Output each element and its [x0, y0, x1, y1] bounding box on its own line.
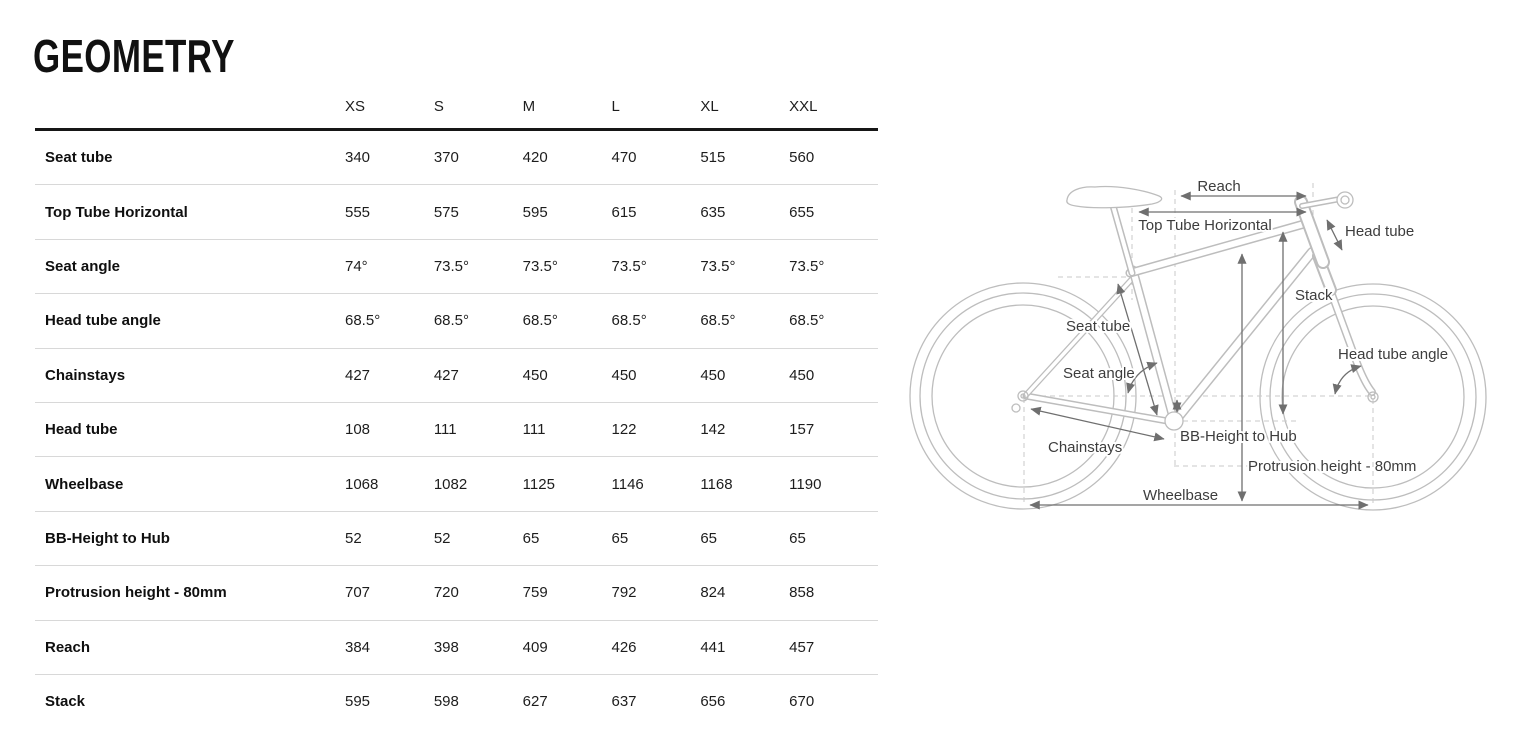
row-value: 670	[789, 693, 815, 711]
size-column-header: S	[433, 97, 444, 115]
row-value: 73.5°	[433, 257, 470, 275]
row-value: 52	[345, 529, 362, 547]
table-row	[35, 565, 878, 619]
row-value: 441	[700, 638, 726, 656]
row-label: BB-Height to Hub	[45, 529, 170, 547]
bb-height-to-hub-label: BB-Height to Hub	[1180, 428, 1297, 445]
row-value: 627	[522, 693, 548, 711]
row-value: 68.5°	[611, 312, 647, 330]
row-value: 52	[433, 529, 451, 547]
row-value: 157	[789, 421, 815, 439]
row-value: 792	[611, 584, 637, 602]
row-value: 720	[433, 584, 459, 602]
row-value: 340	[345, 149, 371, 167]
row-value: 370	[433, 149, 459, 167]
table-row	[35, 456, 878, 510]
row-value: 111	[522, 421, 546, 439]
diagram-labels	[1048, 178, 1448, 504]
row-value: 1125	[522, 475, 555, 493]
row-value: 68.5°	[345, 312, 381, 330]
table-row	[35, 402, 878, 456]
table-row	[35, 620, 878, 674]
head-tube-angle-label: Head tube angle	[1338, 346, 1449, 363]
table-header-row	[35, 84, 878, 131]
table-row	[35, 674, 878, 728]
row-value: 598	[433, 693, 459, 711]
row-value: 515	[700, 149, 726, 167]
seat-angle-label: Seat angle	[1063, 365, 1135, 382]
row-label: Chainstays	[45, 366, 126, 384]
size-column-header: XXL	[789, 97, 818, 115]
chainstays-label: Chainstays	[1048, 439, 1123, 456]
bike-geometry-diagram	[900, 174, 1500, 516]
head-tube-label: Head tube	[1345, 223, 1415, 240]
row-value: 68.5°	[700, 312, 736, 330]
row-value: 384	[345, 638, 371, 656]
stack-label: Stack	[1295, 287, 1333, 304]
row-value: 68.5°	[789, 312, 825, 330]
wheelbase-label: Wheelbase	[1143, 487, 1219, 504]
table-row	[35, 239, 878, 293]
row-value: 409	[522, 638, 548, 656]
seat-tube-label: Seat tube	[1066, 318, 1131, 335]
table-row	[35, 184, 878, 238]
row-label: Head tube angle	[45, 312, 161, 330]
row-value: 1082	[433, 475, 468, 493]
row-value: 858	[789, 584, 815, 602]
row-value: 65	[789, 529, 806, 547]
geometry-table	[35, 84, 878, 728]
size-column-header: L	[611, 97, 620, 115]
head-tube-arrow	[1327, 220, 1342, 250]
geometry-table-body	[35, 131, 878, 728]
row-label: Head tube	[45, 421, 118, 439]
row-label: Stack	[45, 693, 86, 711]
row-value: 73.5°	[789, 257, 825, 275]
row-value: 426	[611, 638, 637, 656]
row-value: 1146	[611, 475, 644, 493]
table-row	[35, 293, 878, 347]
row-value: 73.5°	[700, 257, 736, 275]
row-value: 655	[789, 203, 815, 221]
row-value: 759	[522, 584, 548, 602]
row-value: 595	[345, 693, 371, 711]
page-title: GEOMETRY	[33, 30, 235, 82]
row-value: 637	[611, 693, 637, 711]
saddle-icon	[1067, 187, 1162, 208]
row-value: 420	[522, 149, 548, 167]
size-column-header: M	[522, 97, 536, 115]
row-value: 656	[700, 693, 726, 711]
row-value: 635	[700, 203, 726, 221]
row-value: 450	[611, 366, 637, 384]
row-value: 73.5°	[522, 257, 558, 275]
row-value: 398	[433, 638, 459, 656]
row-value: 470	[611, 149, 637, 167]
front-wheel-icon	[1260, 284, 1486, 510]
row-value: 824	[700, 584, 726, 602]
size-column-header: XL	[700, 97, 719, 115]
reach-label: Reach	[1197, 178, 1241, 195]
row-value: 74°	[345, 257, 368, 275]
table-row	[35, 348, 878, 402]
row-value: 450	[700, 366, 726, 384]
top-tube-horizontal-label: Top Tube Horizontal	[1138, 217, 1272, 234]
row-value: 555	[345, 203, 371, 221]
size-column-header: XS	[345, 97, 366, 115]
row-value: 457	[789, 638, 815, 656]
row-value: 560	[789, 149, 815, 167]
row-label: Reach	[45, 638, 91, 656]
row-label: Seat angle	[45, 257, 121, 275]
row-value: 68.5°	[522, 312, 558, 330]
protrusion-height-label: Protrusion height - 80mm	[1248, 458, 1417, 475]
row-label: Wheelbase	[45, 475, 124, 493]
row-value: 615	[611, 203, 637, 221]
row-value: 65	[700, 529, 718, 547]
table-row	[35, 131, 878, 184]
row-value: 1068	[345, 475, 379, 493]
row-value: 122	[611, 421, 637, 439]
row-label: Protrusion height - 80mm	[45, 584, 227, 602]
row-value: 108	[345, 421, 371, 439]
table-row	[35, 511, 878, 565]
row-value: 68.5°	[433, 312, 470, 330]
row-value: 450	[789, 366, 815, 384]
row-value: 142	[700, 421, 726, 439]
row-value: 707	[345, 584, 371, 602]
row-label: Top Tube Horizontal	[45, 203, 188, 221]
row-value: 450	[522, 366, 548, 384]
row-value: 1190	[789, 475, 822, 493]
derailleur-icon	[1012, 404, 1020, 412]
row-value: 595	[522, 203, 548, 221]
row-value: 427	[345, 366, 371, 384]
row-value: 575	[433, 203, 459, 221]
row-value: 73.5°	[611, 257, 647, 275]
row-value: 1168	[700, 475, 733, 493]
row-value: 427	[433, 366, 459, 384]
row-value: 65	[611, 529, 629, 547]
row-label: Seat tube	[45, 149, 113, 167]
row-value: 65	[522, 529, 540, 547]
row-value: 111	[433, 421, 457, 439]
